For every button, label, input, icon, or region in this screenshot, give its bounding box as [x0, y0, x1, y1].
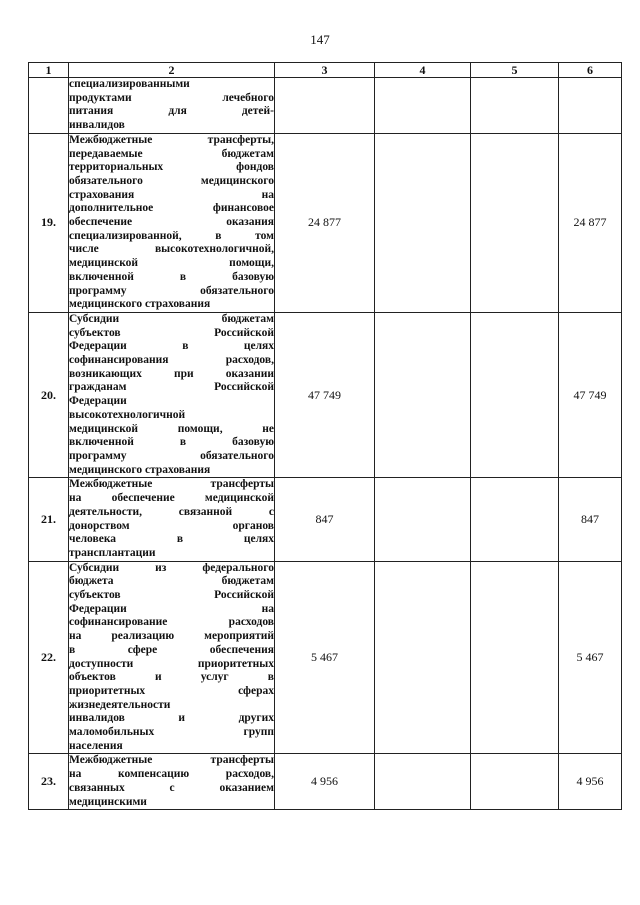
row-number: 23. — [29, 754, 69, 810]
description-line: трансплантации — [69, 546, 156, 559]
header-col-5: 5 — [471, 63, 559, 78]
description-line: высокотехнологичной — [69, 408, 186, 421]
cell-col4 — [375, 78, 471, 134]
row-number: 21. — [29, 478, 69, 561]
row-description — [69, 78, 275, 134]
description-line: возникающих при оказании — [69, 367, 274, 380]
description-line: на реализацию мероприятий — [69, 630, 274, 643]
description-line: гражданам Российской — [69, 381, 274, 394]
cell-col5 — [471, 78, 559, 134]
cell-col6: 4 956 — [559, 754, 622, 810]
description-line: медицинской помощи, — [69, 257, 274, 270]
description-line: программу обязательного — [69, 449, 274, 462]
page-number: 147 — [310, 32, 330, 47]
cell-col4 — [375, 312, 471, 477]
description-line: деятельности, связанной с — [69, 505, 274, 518]
description-line: доступности приоритетных — [69, 657, 274, 670]
description-line: специализированными — [69, 78, 190, 90]
cell-col3 — [275, 78, 375, 134]
description-line: территориальных фондов — [69, 161, 274, 174]
table-row — [29, 133, 622, 312]
table-row — [29, 561, 622, 754]
cell-col5 — [471, 478, 559, 561]
row-number: 19. — [29, 133, 69, 312]
row-description — [69, 478, 275, 561]
cell-col3: 4 956 — [275, 754, 375, 810]
budget-table — [28, 62, 622, 810]
description-line: медицинскими — [69, 795, 147, 808]
description-line: медицинского страхования — [69, 463, 211, 476]
cell-col4 — [375, 754, 471, 810]
cell-col3: 5 467 — [275, 561, 375, 754]
description-line: медицинской помощи, не — [69, 422, 274, 435]
description-line: софинансирования расходов, — [69, 354, 274, 367]
row-number: 20. — [29, 312, 69, 477]
description-line: медицинского страхования — [69, 298, 211, 311]
description-line: обязательного медицинского — [69, 174, 274, 187]
description-line: страхования на — [69, 188, 274, 201]
cell-col4 — [375, 133, 471, 312]
description-line: инвалидов и других — [69, 712, 274, 725]
description-line: специализированной, в том — [69, 229, 274, 242]
row-description — [69, 133, 275, 312]
description-line: донорством органов — [69, 519, 274, 532]
description-line: бюджета бюджетам — [69, 575, 274, 588]
header-col-4: 4 — [375, 63, 471, 78]
description-line: дополнительное финансовое — [69, 202, 274, 215]
description-line: Межбюджетные трансферты — [69, 754, 274, 767]
cell-col4 — [375, 561, 471, 754]
row-number — [29, 78, 69, 134]
description-line: субъектов Российской — [69, 326, 274, 339]
table-row — [29, 754, 622, 810]
description-line: передаваемые бюджетам — [69, 147, 274, 160]
cell-col3: 47 749 — [275, 312, 375, 477]
description-line: софинансирование расходов — [69, 616, 274, 629]
cell-col5 — [471, 561, 559, 754]
cell-col5 — [471, 312, 559, 477]
description-line: на компенсацию расходов, — [69, 768, 274, 781]
table-row — [29, 478, 622, 561]
cell-col3: 24 877 — [275, 133, 375, 312]
description-line: программу обязательного — [69, 284, 274, 297]
description-line: Межбюджетные трансферты — [69, 478, 274, 491]
description-line: обеспечение оказания — [69, 216, 274, 229]
row-number: 22. — [29, 561, 69, 754]
cell-col3: 847 — [275, 478, 375, 561]
description-line: субъектов Российской — [69, 589, 274, 602]
description-line: питания для детей- — [69, 105, 274, 118]
cell-col6 — [559, 78, 622, 134]
description-line: населения — [69, 739, 123, 752]
row-description — [69, 561, 275, 754]
description-line: инвалидов — [69, 119, 125, 132]
description-line: числе высокотехнологичной, — [69, 243, 274, 256]
cell-col5 — [471, 133, 559, 312]
description-line: приоритетных сферах — [69, 684, 274, 697]
description-line: в сфере обеспечения — [69, 643, 274, 656]
cell-col5 — [471, 754, 559, 810]
header-col-2: 2 — [69, 63, 275, 78]
header-col-3: 3 — [275, 63, 375, 78]
description-line: включенной в базовую — [69, 270, 274, 283]
row-description — [69, 754, 275, 810]
description-line: маломобильных групп — [69, 726, 274, 739]
description-line: человека в целях — [69, 533, 274, 546]
description-line: Субсидии из федерального — [69, 561, 274, 574]
description-line: Федерации на — [69, 602, 274, 615]
cell-col6: 847 — [559, 478, 622, 561]
cell-col4 — [375, 478, 471, 561]
description-line: Федерации в целях — [69, 340, 274, 353]
description-line: Субсидии бюджетам — [69, 312, 274, 325]
table-row — [29, 312, 622, 477]
table-row — [29, 78, 622, 134]
description-line: связанных с оказанием — [69, 781, 274, 794]
header-col-6: 6 — [559, 63, 622, 78]
row-description — [69, 312, 275, 477]
description-line: на обеспечение медицинской — [69, 492, 274, 505]
description-line: объектов и услуг в — [69, 671, 274, 684]
header-col-1: 1 — [29, 63, 69, 78]
cell-col6: 24 877 — [559, 133, 622, 312]
table-body — [29, 78, 622, 810]
cell-col6: 5 467 — [559, 561, 622, 754]
description-line: Федерации — [69, 395, 127, 408]
cell-col6: 47 749 — [559, 312, 622, 477]
description-line: включенной в базовую — [69, 436, 274, 449]
description-line: продуктами лечебного — [69, 91, 274, 104]
header-row — [29, 63, 622, 78]
description-line: Межбюджетные трансферты, — [69, 133, 274, 146]
description-line: жизнедеятельности — [69, 698, 171, 711]
